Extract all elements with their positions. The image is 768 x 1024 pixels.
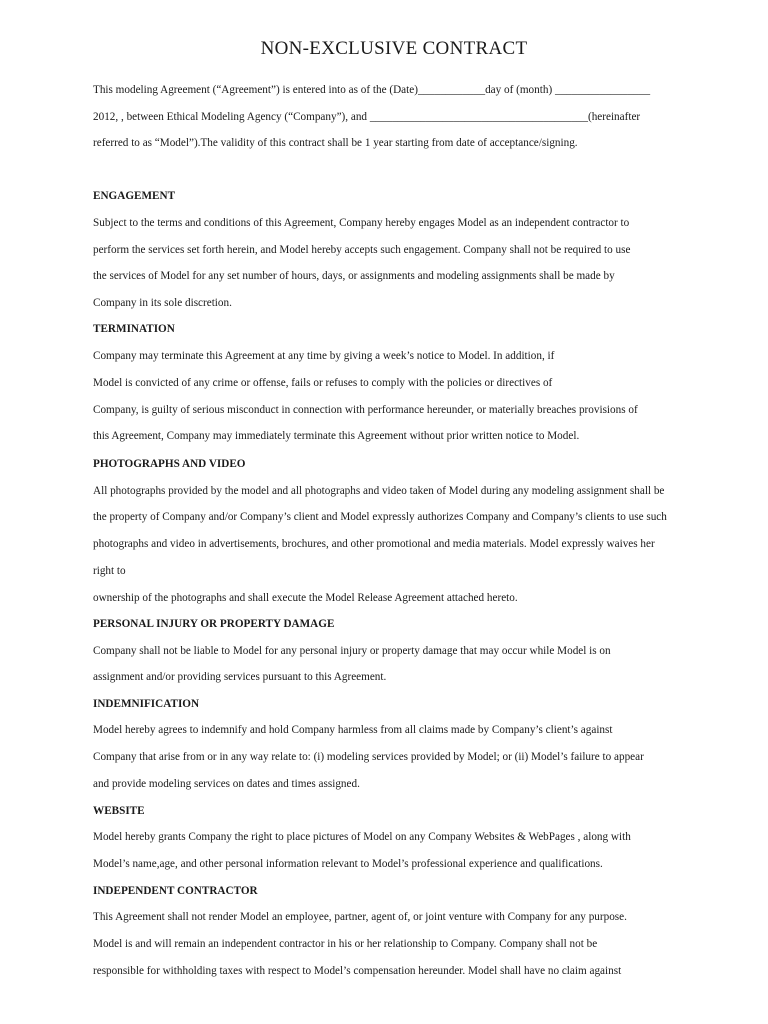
body-line: Company that arise from or in any way relate to: (i) modeling services provided by Model; or (ii) Model’s failure to appear (93, 751, 644, 763)
body-line: Company in its sole discretion. (93, 297, 232, 309)
body-line: Model is and will remain an independent contractor in his or her relationship to Company. Company shall not be (93, 938, 598, 950)
body-line: Model is convicted of any crime or offense, fails or refuses to comply with the policies or directives of (93, 377, 553, 389)
body-line: This Agreement shall not render Model an employee, partner, agent of, or joint venture with Company for any purpose. (93, 911, 627, 923)
body-line: Company, is guilty of serious misconduct in connection with performance hereunder, or materially breaches provisions of (93, 404, 638, 416)
body-line: ownership of the photographs and shall execute the Model Release Agreement attached hereto. (93, 592, 518, 604)
body-line: the services of Model for any set number of hours, days, or assignments and modeling assignments shall be made by (93, 270, 615, 282)
body-line: and provide modeling services on dates and times assigned. (93, 778, 360, 790)
section-heading-independent-contractor: INDEPENDENT CONTRACTOR (93, 885, 258, 897)
section-heading-website: WEBSITE (93, 805, 145, 817)
intro-line: referred to as “Model”).The validity of this contract shall be 1 year starting from date of acceptance/signing. (93, 137, 578, 149)
section-heading-engagement: ENGAGEMENT (93, 190, 176, 202)
section-heading-personal-injury: PERSONAL INJURY OR PROPERTY DAMAGE (93, 618, 335, 630)
body-line: photographs and video in advertisements, brochures, and other promotional and media materials. Model expressly waives her (93, 538, 655, 550)
body-line: this Agreement, Company may immediately terminate this Agreement without prior written notice to Model. (93, 430, 580, 442)
body-line: right to (93, 565, 126, 577)
section-heading-termination: TERMINATION (93, 323, 175, 335)
body-line: responsible for withholding taxes with respect to Model’s compensation hereunder. Model shall have no claim against (93, 965, 622, 977)
body-line: Model hereby agrees to indemnify and hold Company harmless from all claims made by Company’s client’s against (93, 724, 613, 736)
body-line: Subject to the terms and conditions of this Agreement, Company hereby engages Model as an independent contractor to (93, 217, 630, 229)
section-heading-photographs: PHOTOGRAPHS AND VIDEO (93, 458, 246, 470)
intro-line: 2012, , between Ethical Modeling Agency (“Company”), and _______________________________________(hereinafter (93, 111, 641, 123)
body-line: Company shall not be liable to Model for any personal injury or property damage that may occur while Model is on (93, 645, 611, 657)
body-line: perform the services set forth herein, and Model hereby accepts such engagement. Company shall not be required to use (93, 244, 631, 256)
section-heading-indemnification: INDEMNIFICATION (93, 698, 200, 710)
body-line: Model hereby grants Company the right to place pictures of Model on any Company Websites & WebPages , along with (93, 831, 631, 843)
document-title: NON-EXCLUSIVE CONTRACT (260, 38, 528, 59)
body-line: assignment and/or providing services pursuant to this Agreement. (93, 671, 387, 683)
body-line: the property of Company and/or Company’s client and Model expressly authorizes Company and Company’s clients to use such (93, 511, 667, 523)
body-line: Model’s name,age, and other personal information relevant to Model’s professional experience and qualifications. (93, 858, 603, 870)
intro-line: This modeling Agreement (“Agreement”) is entered into as of the (Date)____________day of (month) _________________ (93, 84, 651, 96)
body-line: Company may terminate this Agreement at any time by giving a week’s notice to Model. In addition, if (93, 350, 555, 362)
body-line: All photographs provided by the model and all photographs and video taken of Model during any modeling assignment shall be (93, 485, 665, 497)
